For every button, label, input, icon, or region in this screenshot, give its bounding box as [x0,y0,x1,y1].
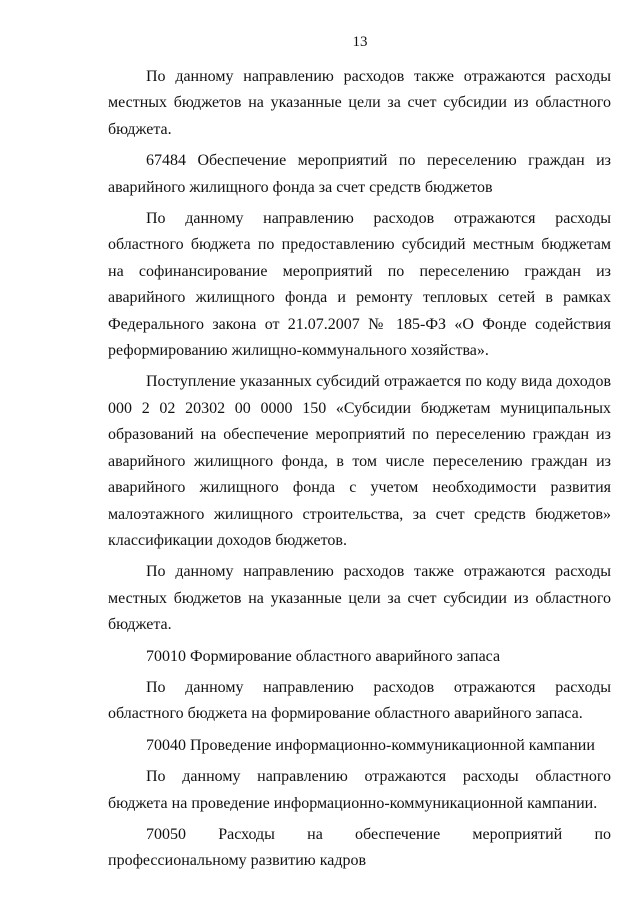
document-body [108,64,611,880]
paragraph-4: По данному направлению расходов также отражаются расходы местных бюджетов на указанные цели за счет субсидии из областного бюджета. [108,563,611,634]
section-heading-70040: 70040 Проведение информационно-коммуникационной кампании [146,736,595,754]
section-heading-70010: 70010 Формирование областного аварийного запаса [146,647,501,665]
section-heading-70050: 70050 Расходы на обеспечение мероприятий по профессиональному развитию кадров [108,825,611,870]
paragraph-3: Поступление указанных субсидий отражается по коду вида доходов 000 2 02 20302 00 0000 150 «Субсидии бюджетам муниципальных образований на обеспечение мероприятий по переселению граждан из аварийного жилищного фонда, в том числе переселению граждан из аварийного жилищного фонда с учетом необходимости развития малоэтажного жилищного строительства, за счет средств бюджетов» классификации доходов бюджетов. [108,373,611,549]
page-number: 13 [352,34,368,50]
paragraph-6: По данному направлению отражаются расходы областного бюджета на проведение информационно-коммуникационной кампании. [108,768,611,812]
paragraph-2: По данному направлению расходов отражаются расходы областного бюджета по предоставлению субсидий местным бюджетам на софинансирование мероприятий по переселению граждан из аварийного жилищного фонда и ремонту тепловых сетей в рамках Федерального закона от 21.07.2007 № 185-ФЗ «О Фонде содействия реформированию жилищно-коммунального хозяйства». [108,210,611,360]
paragraph-1: По данному направлению расходов также отражаются расходы местных бюджетов на указанные цели за счет субсидии из областного бюджета. [108,68,611,138]
section-heading-67484: 67484 Обеспечение мероприятий по переселению граждан из аварийного жилищного фонда за счет средств бюджетов [108,152,611,196]
paragraph-5: По данному направлению расходов отражаются расходы областного бюджета на формирование областного аварийного запаса. [108,678,611,723]
